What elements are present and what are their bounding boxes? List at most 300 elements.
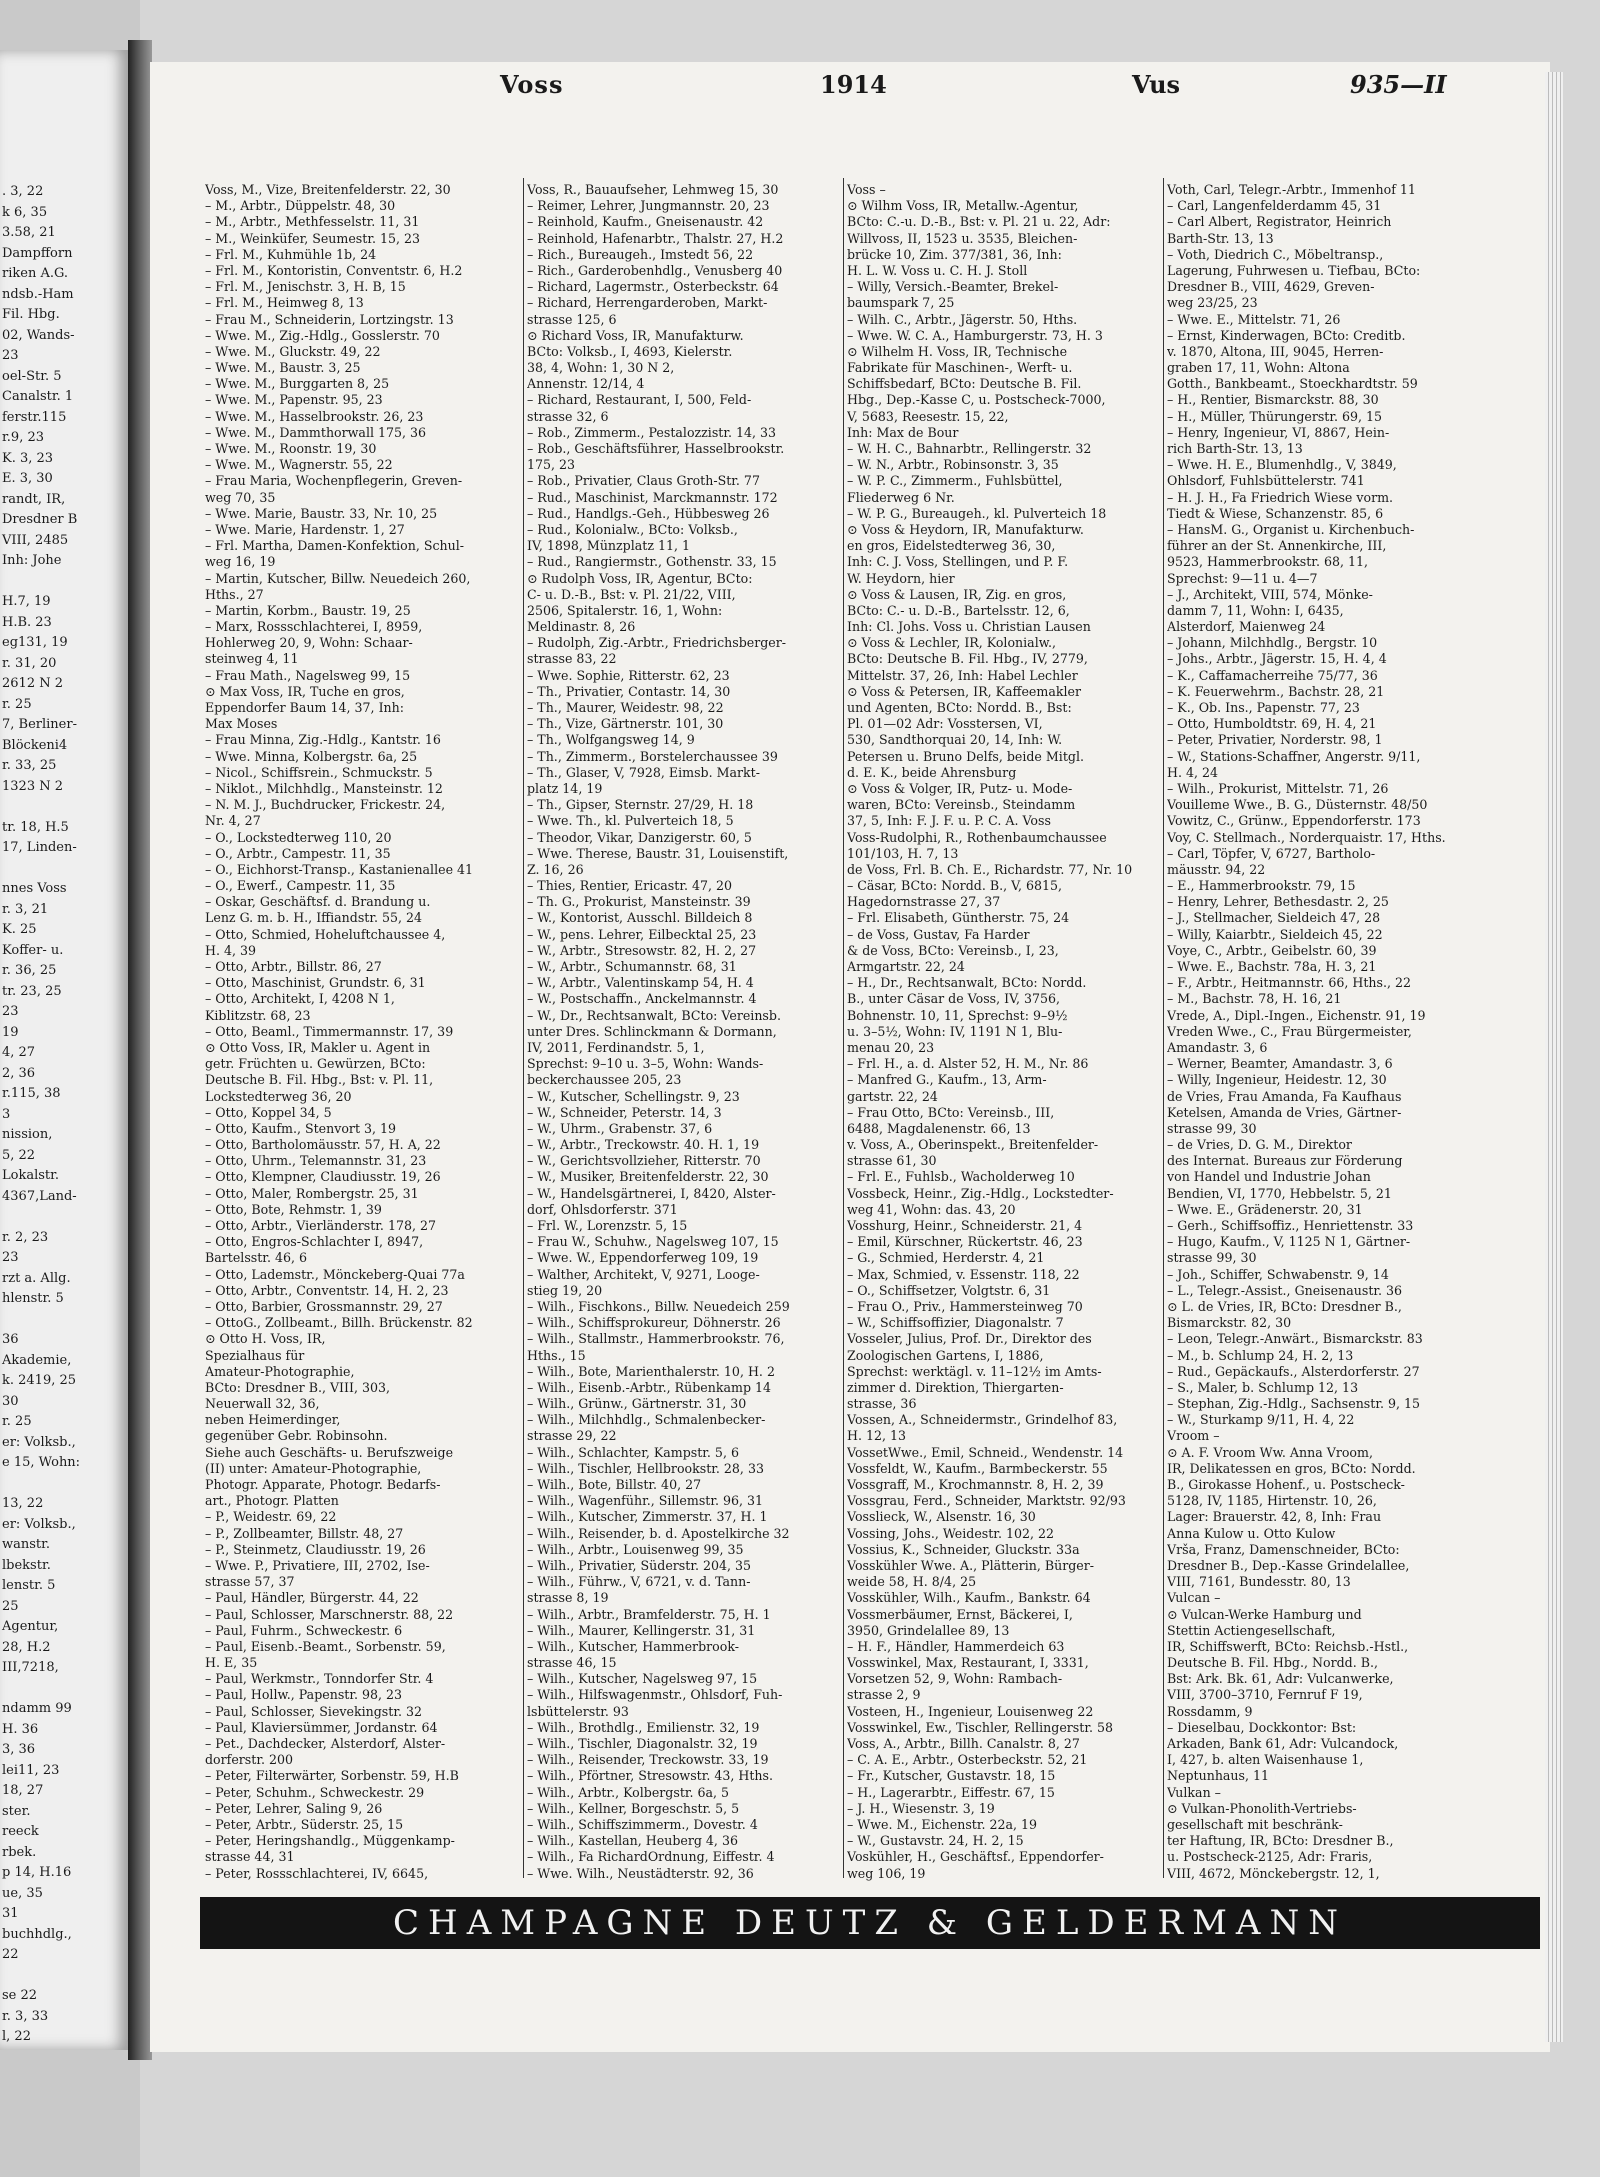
directory-entry-line: BCto: Dresdner B., VIII, 303, bbox=[205, 1379, 391, 1395]
directory-entry-line: – Wwe. M., Eichenstr. 22a, 19 bbox=[847, 1816, 1038, 1832]
directory-entry-line: strasse 8, 19 bbox=[527, 1590, 609, 1606]
left-page-fragment: e 15, Wohn: bbox=[2, 1455, 81, 1470]
directory-entry-line: – W., Uhrm., Grabenstr. 37, 6 bbox=[527, 1120, 713, 1136]
directory-entry-line: – Wwe. M., Roonstr. 19, 30 bbox=[205, 441, 377, 456]
directory-entry-line: 9523, Hammerbrookstr. 68, 11, bbox=[1167, 554, 1369, 570]
directory-entry-line: weg 70, 35 bbox=[205, 489, 276, 505]
directory-entry-line: Schiffsbedarf, BCto: Deutsche B. Fil. bbox=[847, 376, 1082, 392]
directory-entry-line: Ketelsen, Amanda de Vries, Gärtner- bbox=[1167, 1104, 1402, 1120]
directory-entry-line: Bohnenstr. 10, 11, Sprechst: 9–9½ bbox=[847, 1007, 1068, 1023]
directory-entry-line: – O., Lockstedterweg 110, 20 bbox=[205, 829, 392, 845]
directory-entry-line: Voss, R., Bauaufseher, Lehmweg 15, 30 bbox=[527, 182, 779, 197]
directory-entry-line: – Otto, Arbtr., Billstr. 86, 27 bbox=[205, 959, 382, 974]
directory-entry-line: u. 3–5½, Wohn: IV, 1191 N 1, Blu- bbox=[847, 1023, 1063, 1039]
directory-entry-line: ⊙ Voss & Lausen, IR, Zig. en gros, bbox=[847, 586, 1067, 602]
directory-column-4 bbox=[1167, 182, 1522, 1882]
directory-entry-line: – W. H. C., Bahnarbtr., Rellingerstr. 32 bbox=[847, 441, 1092, 456]
directory-entry-line: graben 17, 11, Wohn: Altona bbox=[1167, 360, 1350, 376]
directory-entry-line: Mittelstr. 37, 26, Inh: Habel Lechler bbox=[847, 667, 1078, 683]
directory-entry-line: Dresdner B., VIII, 4629, Greven- bbox=[1167, 279, 1375, 295]
left-page-fragment: H.B. 23 bbox=[2, 614, 52, 630]
directory-entry-line: des Internat. Bureaus zur Förderung bbox=[1167, 1153, 1403, 1169]
directory-entry-line: – O., Arbtr., Campestr. 11, 35 bbox=[205, 845, 391, 861]
directory-entry-line: Vrede, A., Dipl.-Ingen., Eichenstr. 91, 19 bbox=[1167, 1007, 1426, 1023]
directory-entry-line: – de Voss, Gustav, Fa Harder bbox=[847, 926, 1030, 942]
directory-entry-line: Hagedornstrasse 27, 37 bbox=[847, 894, 1001, 910]
directory-entry-line: – Otto, Klempner, Claudiusstr. 19, 26 bbox=[205, 1169, 441, 1185]
left-page-fragment: randt, IR, bbox=[2, 491, 66, 507]
left-page-fragment: r.115, 38 bbox=[2, 1086, 61, 1101]
directory-entry-line: – Frl. M., Jenischstr. 3, H. B, 15 bbox=[205, 279, 406, 295]
directory-entry-line: – Wilh., Kastellan, Heuberg 4, 36 bbox=[527, 1833, 738, 1849]
directory-entry-line: Eppendorfer Baum 14, 37, Inh: bbox=[205, 700, 405, 715]
directory-entry-line: – H., Dr., Rechtsanwalt, BCto: Nordd. bbox=[847, 975, 1087, 991]
directory-entry-line: Annenstr. 12/14, 4 bbox=[527, 376, 645, 392]
directory-entry-line: 2506, Spitalerstr. 16, 1, Wohn: bbox=[527, 602, 723, 618]
directory-entry-line: Voth, Carl, Telegr.-Arbtr., Immenhof 11 bbox=[1167, 182, 1416, 197]
directory-entry-line: Lagerung, Fuhrwesen u. Tiefbau, BCto: bbox=[1167, 262, 1421, 278]
directory-entry-line: – Otto, Humboldtstr. 69, H. 4, 21 bbox=[1167, 716, 1377, 732]
directory-entry-line: ⊙ Max Voss, IR, Tuche en gros, bbox=[205, 683, 405, 699]
directory-entry-line: – Paul, Fuhrm., Schweckestr. 6 bbox=[205, 1622, 403, 1638]
directory-entry-line: Bartelsstr. 46, 6 bbox=[205, 1250, 307, 1266]
left-page-fragment: r. 31, 20 bbox=[2, 655, 57, 671]
directory-entry-line: strasse 29, 22 bbox=[527, 1428, 617, 1444]
directory-entry-line: – Martin, Korbm., Baustr. 19, 25 bbox=[205, 602, 411, 618]
directory-entry-line: – Wilh., Schiffszimmerm., Dovestr. 4 bbox=[527, 1816, 758, 1832]
left-page-fragment: 36 bbox=[2, 1332, 19, 1347]
directory-entry-line: und Agenten, BCto: Nordd. B., Bst: bbox=[847, 700, 1072, 715]
directory-entry-line: – Wilh., Brothdlg., Emilienstr. 32, 19 bbox=[527, 1719, 760, 1735]
directory-entry-line: – Th., Maurer, Weidestr. 98, 22 bbox=[527, 700, 724, 715]
directory-entry-line: Bendien, VI, 1770, Hebbelstr. 5, 21 bbox=[1167, 1185, 1392, 1201]
directory-entry-line: – Wwe. M., Gluckstr. 49, 22 bbox=[205, 343, 381, 359]
directory-entry-line: Vosshurg, Heinr., Schneiderstr. 21, 4 bbox=[847, 1218, 1083, 1233]
directory-entry-line: – Wwe. M., Wagnerstr. 55, 22 bbox=[205, 457, 393, 473]
directory-entry-line: – Frl. Martha, Damen-Konfektion, Schul- bbox=[205, 538, 465, 554]
directory-entry-line: gegenüber Gebr. Robinsohn. bbox=[205, 1428, 388, 1444]
directory-entry-line: – Carl Albert, Registrator, Heinrich bbox=[1167, 214, 1392, 230]
directory-entry-line: 175, 23 bbox=[527, 457, 576, 473]
directory-entry-line: – W., Musiker, Breitenfelderstr. 22, 30 bbox=[527, 1169, 769, 1185]
directory-entry-line: Vosslieck, W., Alsenstr. 16, 30 bbox=[847, 1509, 1036, 1525]
directory-entry-line: – Frau Minna, Zig.-Hdlg., Kantstr. 16 bbox=[205, 732, 441, 748]
header-left-word: Voss bbox=[500, 70, 564, 99]
directory-entry-line: – Otto, Bartholomäusstr. 57, H. A, 22 bbox=[205, 1137, 441, 1153]
directory-entry-line: – Wilh., Tischler, Hellbrookstr. 28, 33 bbox=[527, 1460, 764, 1476]
directory-entry-line: beckerchaussee 205, 23 bbox=[527, 1072, 682, 1088]
directory-entry-line: – P., Weidestr. 69, 22 bbox=[205, 1509, 337, 1525]
directory-entry-line: – M., Arbtr., Methfesselstr. 11, 31 bbox=[205, 214, 420, 230]
directory-entry-line: 101/103, H. 7, 13 bbox=[847, 845, 959, 861]
directory-entry-line: – K. Feuerwehrm., Bachstr. 28, 21 bbox=[1167, 683, 1385, 699]
directory-entry-line: – Peter, Lehrer, Saling 9, 26 bbox=[205, 1800, 383, 1816]
directory-entry-line: – Rich., Bureaugeh., Imstedt 56, 22 bbox=[527, 246, 754, 262]
directory-entry-line: Hths., 15 bbox=[527, 1347, 586, 1363]
directory-entry-line: – Richard, Restaurant, I, 500, Feld- bbox=[527, 392, 752, 408]
directory-entry-line: dorf, Ohlsdorferstr. 371 bbox=[527, 1201, 678, 1217]
directory-entry-line: Photogr. Apparate, Photogr. Bedarfs- bbox=[205, 1477, 441, 1492]
directory-entry-line: Lager: Brauerstr. 42, 8, Inh: Frau bbox=[1167, 1509, 1382, 1525]
directory-entry-line: – Wilh., Kutscher, Hammerbrook- bbox=[527, 1638, 739, 1654]
directory-entry-line: – Theodor, Vikar, Danzigerstr. 60, 5 bbox=[527, 829, 752, 845]
left-page-fragment: 31 bbox=[2, 1906, 19, 1921]
directory-entry-line: weg 106, 19 bbox=[847, 1865, 926, 1881]
directory-entry-line: – Wilh., Schiffsprokureur, Döhnerstr. 26 bbox=[527, 1315, 781, 1331]
directory-entry-line: de Voss, Frl. B. Ch. E., Richardstr. 77, Nr. 10 bbox=[847, 861, 1133, 877]
directory-entry-line: – Th., Zimmerm., Borstelerchaussee 39 bbox=[527, 748, 778, 764]
directory-entry-line: – Rob., Privatier, Claus Groth-Str. 77 bbox=[527, 473, 760, 489]
directory-entry-line: – Niklot., Milchhdlg., Mansteinstr. 12 bbox=[205, 780, 443, 796]
directory-entry-line: ⊙ A. F. Vroom Ww. Anna Vroom, bbox=[1167, 1444, 1373, 1460]
directory-entry-line: – Th., Privatier, Contastr. 14, 30 bbox=[527, 683, 731, 699]
directory-entry-line: – Stephan, Zig.-Hdlg., Sachsenstr. 9, 15 bbox=[1167, 1396, 1421, 1412]
directory-entry-line: – Rud., Gepäckaufs., Alsterdorferstr. 27 bbox=[1167, 1363, 1420, 1379]
directory-entry-line: menau 20, 23 bbox=[847, 1039, 935, 1055]
directory-entry-line: – W. P. C., Zimmerm., Fuhlsbüttel, bbox=[847, 473, 1063, 489]
directory-entry-line: strasse 83, 22 bbox=[527, 651, 617, 667]
directory-entry-line: Fliederweg 6 Nr. bbox=[847, 489, 955, 505]
directory-entry-line: – Otto, Architekt, I, 4208 N 1, bbox=[205, 991, 395, 1007]
directory-entry-line: Vosskühler Wwe. A., Plätterin, Bürger- bbox=[847, 1557, 1095, 1573]
directory-entry-line: – Fr., Kutscher, Gustavstr. 18, 15 bbox=[847, 1768, 1056, 1784]
left-page-fragment: 2612 N 2 bbox=[2, 676, 63, 691]
left-page-fragment: 1323 N 2 bbox=[2, 778, 63, 794]
directory-entry-line: – Frl. H., a. d. Alster 52, H. M., Nr. 86 bbox=[847, 1056, 1089, 1072]
left-page-fragment: 2, 36 bbox=[2, 1065, 36, 1081]
directory-entry-line: Neuerwall 32, 36, bbox=[205, 1396, 320, 1412]
directory-entry-line: ⊙ Rudolph Voss, IR, Agentur, BCto: bbox=[527, 570, 753, 586]
directory-entry-line: ⊙ Vulkan-Phonolith-Vertriebs- bbox=[1167, 1800, 1357, 1816]
directory-entry-line: H. 4, 24 bbox=[1167, 764, 1219, 780]
directory-entry-line: – J. H., Wiesenstr. 3, 19 bbox=[847, 1800, 995, 1816]
directory-entry-line: – H. F., Händler, Hammerdeich 63 bbox=[847, 1638, 1065, 1654]
directory-entry-line: Inh: Max de Bour bbox=[847, 424, 959, 440]
directory-entry-line: BCto: C.- u. D.-B., Bartelsstr. 12, 6, bbox=[847, 602, 1070, 618]
directory-entry-line: – Manfred G., Kaufm., 13, Arm- bbox=[847, 1072, 1047, 1088]
directory-entry-line: strasse 57, 37 bbox=[205, 1574, 295, 1590]
directory-entry-line: Zoologischen Gartens, I, 1886, bbox=[847, 1347, 1044, 1363]
directory-entry-line: – Gerh., Schiffsoffiz., Henriettenstr. 33 bbox=[1167, 1218, 1414, 1233]
directory-entry-line: – Otto, Schmied, Hoheluftchaussee 4, bbox=[205, 926, 446, 942]
left-page-fragment bbox=[2, 797, 128, 818]
page-number: 935—II bbox=[1350, 70, 1447, 99]
directory-entry-line: gartstr. 22, 24 bbox=[847, 1088, 938, 1104]
directory-entry-line: – Peter, Privatier, Norderstr. 98, 1 bbox=[1167, 732, 1383, 748]
left-page-fragment: 4367,Land- bbox=[2, 1188, 77, 1204]
left-page-fragment: r. 25 bbox=[2, 1414, 32, 1429]
directory-entry-line: – Wwe. E., Grädenerstr. 20, 31 bbox=[1167, 1201, 1363, 1217]
directory-entry-line: Sprechst: werktägl. v. 11–12½ im Amts- bbox=[847, 1363, 1102, 1379]
directory-entry-line: H. 12, 13 bbox=[847, 1428, 907, 1444]
directory-entry-line: B., unter Cäsar de Voss, IV, 3756, bbox=[847, 991, 1061, 1007]
directory-entry-line: – Wwe. W. C. A., Hamburgerstr. 73, H. 3 bbox=[847, 327, 1103, 343]
directory-entry-line: – Frau Math., Nagelsweg 99, 15 bbox=[205, 667, 411, 683]
directory-entry-line: VossetWwe., Emil, Schneid., Wendenstr. 14 bbox=[847, 1444, 1124, 1460]
directory-entry-line: Siehe auch Geschäfts- u. Berufszweige bbox=[205, 1444, 454, 1460]
directory-entry-line: Vosswinkel, Ew., Tischler, Rellingerstr. 58 bbox=[847, 1719, 1114, 1735]
directory-entry-line: – W., Sturkamp 9/11, H. 4, 22 bbox=[1167, 1412, 1355, 1428]
header-year: 1914 bbox=[820, 70, 887, 99]
directory-entry-line: – Voth, Diedrich C., Möbeltransp., bbox=[1167, 246, 1384, 262]
directory-entry-line: – S., Maler, b. Schlump 12, 13 bbox=[1167, 1379, 1359, 1395]
directory-entry-line: – W., Arbtr., Schumannstr. 68, 31 bbox=[527, 959, 737, 974]
directory-entry-line: Vossgraff, M., Krochmannstr. 8, H. 2, 39 bbox=[847, 1477, 1104, 1492]
directory-entry-line: – Frl. M., Kontoristin, Conventstr. 6, H.2 bbox=[205, 262, 463, 278]
left-page-fragment: Dresdner B bbox=[2, 512, 78, 527]
left-page-fragment: 23 bbox=[2, 1250, 19, 1265]
directory-entry-line: – Wilh., Fa RichardOrdnung, Eiffestr. 4 bbox=[527, 1849, 775, 1865]
directory-entry-line: Pl. 01—02 Adr: Vosstersen, VI, bbox=[847, 716, 1043, 732]
directory-entry-line: – Wilh., Privatier, Süderstr. 204, 35 bbox=[527, 1557, 752, 1573]
directory-entry-line: v. 1870, Altona, III, 9045, Herren- bbox=[1167, 343, 1384, 359]
left-page-fragment: r. 25 bbox=[2, 696, 32, 712]
left-page-fragment bbox=[2, 2048, 128, 2051]
directory-entry-line: – K., Ob. Ins., Papenstr. 77, 23 bbox=[1167, 700, 1360, 715]
directory-entry-line: – W., Dr., Rechtsanwalt, BCto: Vereinsb. bbox=[527, 1007, 781, 1023]
directory-entry-line: Hbg., Dep.-Kasse C, u. Postscheck-7000, bbox=[847, 392, 1106, 408]
directory-entry-line: ⊙ Otto H. Voss, IR, bbox=[205, 1331, 326, 1347]
directory-entry-line: – Reimer, Lehrer, Jungmannstr. 20, 23 bbox=[527, 198, 770, 214]
directory-entry-line: – W., Stations-Schaffner, Angerstr. 9/11, bbox=[1167, 748, 1421, 764]
left-page-fragment bbox=[2, 1474, 128, 1495]
directory-entry-line: – Wwe. Wilh., Neustädterstr. 92, 36 bbox=[527, 1865, 754, 1881]
left-page-fragment: se 22 bbox=[2, 1988, 38, 2003]
directory-entry-line: – H., Lagerarbtr., Eiffestr. 67, 15 bbox=[847, 1784, 1055, 1800]
directory-entry-line: Inh: C. J. Voss, Stellingen, und P. F. bbox=[847, 554, 1069, 570]
directory-entry-line: strasse 125, 6 bbox=[527, 311, 617, 327]
directory-entry-line: – Paul, Händler, Bürgerstr. 44, 22 bbox=[205, 1590, 419, 1606]
directory-entry-line: Vosteen, H., Ingenieur, Louisenweg 22 bbox=[847, 1703, 1094, 1719]
directory-entry-line: – Frl. W., Lorenzstr. 5, 15 bbox=[527, 1218, 688, 1233]
directory-entry-line: – F., Arbtr., Heitmannstr. 66, Hths., 22 bbox=[1167, 975, 1412, 991]
directory-entry-line: – O., Schiffsetzer, Volgtstr. 6, 31 bbox=[847, 1282, 1051, 1298]
header-right-word: Vus bbox=[1132, 70, 1181, 99]
directory-entry-line: – M., Weinküfer, Seumestr. 15, 23 bbox=[205, 230, 421, 246]
directory-entry-line: Nr. 4, 27 bbox=[205, 813, 261, 829]
directory-entry-line: getr. Früchten u. Gewürzen, BCto: bbox=[205, 1056, 426, 1072]
directory-entry-line: Tiedt & Wiese, Schanzenstr. 85, 6 bbox=[1167, 505, 1384, 521]
directory-entry-line: Voss-Rudolphi, R., Rothenbaumchaussee bbox=[847, 829, 1107, 845]
directory-entry-line: – Max, Schmied, v. Essenstr. 118, 22 bbox=[847, 1266, 1080, 1282]
directory-entry-line: – Willy, Kaiarbtr., Sieldeich 45, 22 bbox=[1167, 926, 1383, 942]
left-page-fragment: r. 36, 25 bbox=[2, 963, 57, 978]
directory-entry-line: – Wilh., Arbtr., Kolbergstr. 6a, 5 bbox=[527, 1784, 730, 1800]
directory-entry-line: – Rob., Zimmerm., Pestalozzistr. 14, 33 bbox=[527, 424, 777, 440]
directory-entry-line: & de Voss, BCto: Vereinsb., I, 23, bbox=[847, 942, 1059, 958]
directory-entry-line: – Werner, Beamter, Amandastr. 3, 6 bbox=[1167, 1056, 1393, 1072]
directory-entry-line: B., Girokasse Hohenf., u. Postscheck- bbox=[1167, 1477, 1405, 1492]
directory-entry-line: – Rud., Rangiermstr., Gothenstr. 33, 15 bbox=[527, 554, 777, 570]
directory-entry-line: – W. N., Arbtr., Robinsonstr. 3, 35 bbox=[847, 457, 1059, 473]
directory-entry-line: – Wilh., Grünw., Gärtnerstr. 31, 30 bbox=[527, 1396, 747, 1412]
directory-entry-line: – Hugo, Kaufm., V, 1125 N 1, Gärtner- bbox=[1167, 1234, 1411, 1250]
directory-entry-line: – Paul, Werkmstr., Tonndorfer Str. 4 bbox=[205, 1671, 434, 1687]
directory-entry-line: Hths., 27 bbox=[205, 586, 264, 602]
left-page-fragment: 18, 27 bbox=[2, 1783, 44, 1798]
directory-column-1 bbox=[205, 182, 521, 1882]
left-page-fragment: oel-Str. 5 bbox=[2, 368, 62, 384]
directory-entry-line: damm 7, 11, Wohn: I, 6435, bbox=[1167, 602, 1344, 618]
directory-entry-line: W. Heydorn, hier bbox=[847, 570, 955, 586]
directory-entry-line: – Wwe. H. E., Blumenhdlg., V, 3849, bbox=[1167, 457, 1397, 473]
directory-entry-line: – Peter, Filterwärter, Sorbenstr. 59, H.B bbox=[205, 1768, 459, 1784]
directory-entry-line: – W., Kutscher, Schellingstr. 9, 23 bbox=[527, 1088, 740, 1104]
directory-entry-line: – Wilh., Bote, Billstr. 40, 27 bbox=[527, 1477, 702, 1492]
left-page-fragment: p 14, H.16 bbox=[2, 1865, 72, 1880]
directory-entry-line: Vrša, Franz, Damenschneider, BCto: bbox=[1167, 1541, 1400, 1557]
directory-entry-line: VIII, 7161, Bundesstr. 80, 13 bbox=[1167, 1574, 1351, 1590]
left-page-fragment: r.9, 23 bbox=[2, 430, 44, 445]
directory-entry-line: IV, 2011, Ferdinandstr. 5, 1, bbox=[527, 1039, 705, 1055]
directory-entry-line: – Th., Glaser, V, 7928, Eimsb. Markt- bbox=[527, 764, 760, 780]
directory-entry-line: – W. P. G., Bureaugeh., kl. Pulverteich 18 bbox=[847, 505, 1107, 521]
directory-entry-line: – Wilh., Kutscher, Nagelsweg 97, 15 bbox=[527, 1671, 758, 1687]
directory-entry-line: – Otto, Kaufm., Stenvort 3, 19 bbox=[205, 1120, 397, 1136]
directory-entry-line: steinweg 4, 11 bbox=[205, 651, 299, 667]
left-page-fragment: er: Volksb., bbox=[2, 1434, 76, 1450]
directory-entry-line: – Wilh., Wagenführ., Sillemstr. 96, 31 bbox=[527, 1493, 764, 1509]
directory-entry-line: dorferstr. 200 bbox=[205, 1752, 294, 1768]
directory-entry-line: weg 16, 19 bbox=[205, 554, 276, 570]
directory-entry-line: – Wilh., Tischler, Diagonalstr. 32, 19 bbox=[527, 1736, 758, 1751]
directory-entry-line: – M., Arbtr., Düppelstr. 48, 30 bbox=[205, 198, 396, 214]
left-page-fragment: ster. bbox=[2, 1803, 31, 1819]
directory-entry-line: Vreden Wwe., C., Frau Bürgermeister, bbox=[1167, 1023, 1412, 1039]
directory-entry-line: BCto: C.-u. D.-B., Bst: v. Pl. 21 u. 22, Adr: bbox=[847, 214, 1111, 230]
directory-entry-line: – Walther, Architekt, V, 9271, Looge- bbox=[527, 1266, 760, 1282]
directory-entry-line: ⊙ Wilhelm H. Voss, IR, Technische bbox=[847, 343, 1068, 359]
left-page-fragment: buchhdlg., bbox=[2, 1926, 72, 1942]
directory-entry-line: Dresdner B., Dep.-Kasse Grindelallee, bbox=[1167, 1557, 1410, 1573]
directory-entry-line: waren, BCto: Vereinsb., Steindamm bbox=[847, 797, 1076, 813]
directory-entry-line: – Wwe. Marie, Baustr. 33, Nr. 10, 25 bbox=[205, 505, 438, 521]
directory-entry-line: – J., Architekt, VIII, 574, Mönke- bbox=[1167, 586, 1373, 602]
left-page-fragment: 7, Berliner- bbox=[2, 717, 77, 732]
directory-entry-line: de Vries, Frau Amanda, Fa Kaufhaus bbox=[1167, 1088, 1402, 1104]
left-page-fragment bbox=[2, 1207, 128, 1228]
directory-entry-line: d. E. K., beide Ahrensburg bbox=[847, 764, 1017, 780]
left-page-fragment bbox=[2, 1966, 128, 1987]
directory-entry-line: – H., Rentier, Bismarckstr. 88, 30 bbox=[1167, 392, 1379, 408]
directory-entry-line: Deutsche B. Fil. Hbg., Bst: v. Pl. 11, bbox=[205, 1072, 434, 1088]
left-page-fragment: r. 2, 23 bbox=[2, 1229, 49, 1245]
directory-entry-line: – W., Arbtr., Valentinskamp 54, H. 4 bbox=[527, 975, 754, 991]
directory-entry-line: Neptunhaus, 11 bbox=[1167, 1768, 1270, 1784]
directory-entry-line: Vossen, A., Schneidermstr., Grindelhof 83, bbox=[847, 1412, 1118, 1428]
column-rule bbox=[523, 178, 524, 1878]
directory-entry-line: zimmer d. Direktion, Thiergarten- bbox=[847, 1379, 1064, 1395]
directory-entry-line: – Marx, Rossschlachterei, I, 8959, bbox=[205, 619, 423, 635]
directory-entry-line: – Wilh., Kutscher, Zimmerstr. 37, H. 1 bbox=[527, 1509, 768, 1525]
directory-entry-line: 37, 5, Inh: F. J. F. u. P. C. A. Voss bbox=[847, 813, 1051, 829]
directory-entry-line: – Ernst, Kinderwagen, BCto: Creditb. bbox=[1167, 327, 1406, 343]
directory-entry-line: – Leon, Telegr.-Anwärt., Bismarckstr. 83 bbox=[1167, 1331, 1423, 1347]
directory-entry-line: VIII, 4672, Mönckebergstr. 12, 1, bbox=[1167, 1865, 1380, 1881]
directory-entry-line: – Henry, Ingenieur, VI, 8867, Hein- bbox=[1167, 424, 1390, 440]
directory-entry-line: baumspark 7, 25 bbox=[847, 295, 955, 311]
left-page-fragment: . 3, 22 bbox=[2, 184, 44, 199]
left-page-fragment: K. 25 bbox=[2, 922, 37, 937]
directory-entry-line: Willvoss, II, 1523 u. 3535, Bleichen- bbox=[847, 230, 1078, 246]
directory-entry-line: Vouilleme Wwe., B. G., Düsternstr. 48/50 bbox=[1167, 797, 1428, 813]
directory-entry-line: art., Photogr. Platten bbox=[205, 1493, 339, 1509]
directory-entry-line: – M., b. Schlump 24, H. 2, 13 bbox=[1167, 1347, 1354, 1363]
directory-entry-line: Voss – bbox=[847, 182, 886, 197]
directory-entry-line: IR, Delikatessen en gros, BCto: Nordd. bbox=[1167, 1460, 1416, 1476]
left-page-fragment: lbekstr. bbox=[2, 1557, 51, 1573]
directory-entry-line: Hohlerweg 20, 9, Wohn: Schaar- bbox=[205, 635, 413, 651]
directory-entry-line: – Wilh., Bote, Marienthalerstr. 10, H. 2 bbox=[527, 1363, 775, 1379]
directory-entry-line: 38, 4, Wohn: 1, 30 N 2, bbox=[527, 360, 675, 376]
directory-entry-line: ⊙ Otto Voss, IR, Makler u. Agent in bbox=[205, 1039, 431, 1055]
directory-entry-line: ⊙ Voss & Petersen, IR, Kaffeemakler bbox=[847, 683, 1081, 699]
left-page-fragment: 23 bbox=[2, 1004, 19, 1019]
directory-entry-line: – Frau M., Schneiderin, Lortzingstr. 13 bbox=[205, 311, 454, 327]
directory-entry-line: – Otto, Maler, Rombergstr. 25, 31 bbox=[205, 1185, 419, 1201]
directory-entry-line: – G., Schmied, Herderstr. 4, 21 bbox=[847, 1250, 1045, 1266]
directory-entry-line: Inh: Cl. Johs. Voss u. Christian Lausen bbox=[847, 619, 1091, 635]
left-page-fragment: Agentur, bbox=[2, 1619, 59, 1634]
directory-entry-line: – Richard, Herrengarderoben, Markt- bbox=[527, 295, 768, 311]
left-page-fragment: 23 bbox=[2, 348, 19, 363]
directory-entry-line: – Paul, Schlosser, Marschnerstr. 88, 22 bbox=[205, 1606, 454, 1622]
left-page-fragment: ue, 35 bbox=[2, 1885, 43, 1901]
directory-entry-line: – Otto, Engros-Schlachter I, 8947, bbox=[205, 1234, 424, 1250]
directory-entry-line: – Otto, Arbtr., Conventstr. 14, H. 2, 23 bbox=[205, 1282, 449, 1298]
left-page-fragment: hlenstr. 5 bbox=[2, 1291, 64, 1306]
directory-entry-line: – Peter, Arbtr., Süderstr. 25, 15 bbox=[205, 1816, 404, 1832]
directory-entry-line: – K., Caffamacherreihe 75/77, 36 bbox=[1167, 667, 1378, 683]
directory-entry-line: 6488, Magdalenenstr. 66, 13 bbox=[847, 1120, 1031, 1136]
left-page-fragment: er: Volksb., bbox=[2, 1516, 76, 1532]
left-page-fragment: Canalstr. 1 bbox=[2, 389, 74, 404]
directory-entry-line: rich Barth-Str. 13, 13 bbox=[1167, 441, 1303, 456]
directory-entry-line: Armgartstr. 22, 24 bbox=[847, 959, 965, 974]
directory-entry-line: Barth-Str. 13, 13 bbox=[1167, 230, 1274, 246]
directory-entry-line: – Rich., Garderobenhdlg., Venusberg 40 bbox=[527, 262, 783, 278]
directory-entry-line: Vorsetzen 52, 9, Wohn: Rambach- bbox=[847, 1671, 1063, 1687]
directory-entry-line: Vosskühler, Wilh., Kaufm., Bankstr. 64 bbox=[847, 1590, 1091, 1606]
left-page-fragment: H. 36 bbox=[2, 1721, 39, 1737]
directory-entry-line: – Paul, Schlosser, Sievekingstr. 32 bbox=[205, 1703, 422, 1719]
directory-entry-line: Lenz G. m. b. H., Iffiandstr. 55, 24 bbox=[205, 910, 423, 926]
directory-entry-line: Vulcan – bbox=[1167, 1590, 1221, 1606]
book-gutter bbox=[128, 40, 152, 2060]
left-page-fragment: H.7, 19 bbox=[2, 594, 51, 609]
directory-entry-line: Kiblitzstr. 68, 23 bbox=[205, 1007, 311, 1023]
directory-entry-line: – Rud., Maschinist, Marckmannstr. 172 bbox=[527, 489, 778, 505]
directory-entry-line: Stettin Actiengesellschaft, bbox=[1167, 1622, 1336, 1638]
left-page-fragment: Akademie, bbox=[2, 1352, 72, 1368]
directory-entry-line: Amandastr. 3, 6 bbox=[1167, 1039, 1268, 1055]
directory-entry-line: – Wwe. Marie, Hardenstr. 1, 27 bbox=[205, 521, 405, 537]
left-page-fragment: l, 22 bbox=[2, 2029, 31, 2044]
directory-entry-line: Vossing, Johs., Weidestr. 102, 22 bbox=[847, 1525, 1055, 1541]
directory-entry-line: – Wwe. E., Mittelstr. 71, 26 bbox=[1167, 311, 1341, 327]
directory-entry-line: – E., Hammerbrookstr. 79, 15 bbox=[1167, 878, 1356, 894]
left-page-fragment: Fil. Hbg. bbox=[2, 307, 60, 322]
directory-entry-line: – W., Gustavstr. 24, H. 2, 15 bbox=[847, 1833, 1024, 1849]
directory-entry-line: stieg 19, 20 bbox=[527, 1282, 603, 1298]
left-page-fragment bbox=[2, 859, 128, 880]
directory-entry-line: unter Dres. Schlinckmann & Dormann, bbox=[527, 1023, 777, 1039]
directory-entry-line: – Th. G., Prokurist, Mansteinstr. 39 bbox=[527, 894, 751, 910]
directory-entry-line: – Frau O., Priv., Hammersteinweg 70 bbox=[847, 1298, 1083, 1314]
directory-entry-line: führer an der St. Annenkirche, III, bbox=[1167, 538, 1387, 554]
left-page-fragment: k 6, 35 bbox=[2, 204, 48, 220]
directory-entry-line: – Th., Gipser, Sternstr. 27/29, H. 18 bbox=[527, 797, 754, 813]
